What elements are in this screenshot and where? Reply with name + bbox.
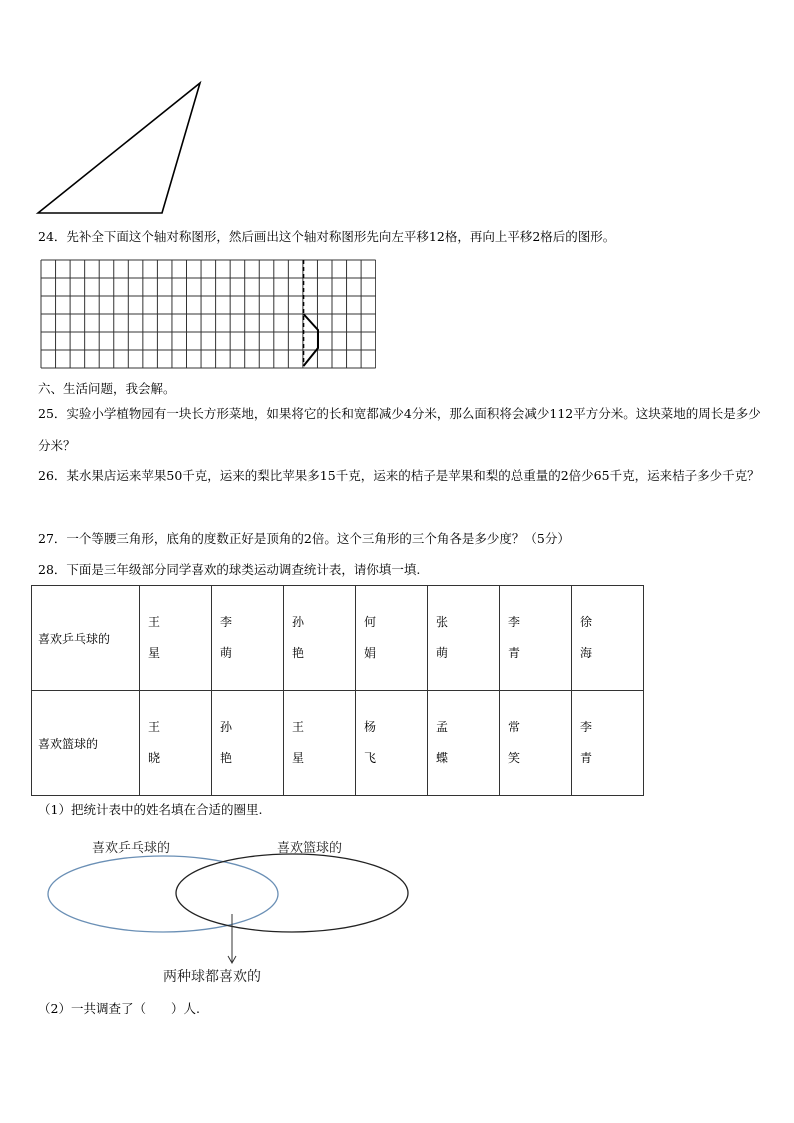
question-26: 26．某水果店运来苹果50千克，运来的梨比苹果多15千克，运来的桔子是苹果和梨的总重量的2倍少65千克，运来桔子多少千克？ [38, 468, 760, 483]
name-cell: 常 笑 [500, 691, 572, 796]
section-6-heading: 六、生活问题，我会解。 [38, 381, 176, 396]
question-27: 27．一个等腰三角形，底角的度数正好是顶角的2倍。这个三角形的三个角各是多少度？（5分） [38, 531, 570, 546]
venn-left-ellipse [48, 856, 278, 932]
name-cell: 张 萌 [428, 586, 500, 691]
half-shape [304, 314, 319, 366]
name-cell: 李 青 [500, 586, 572, 691]
name-cell: 孙 艳 [284, 586, 356, 691]
name-cell: 杨 飞 [356, 691, 428, 796]
question-24: 24．先补全下面这个轴对称图形，然后画出这个轴对称图形先向左平移12格，再向上平移2格后的图形。 [38, 229, 616, 244]
venn-right-label: 喜欢篮球的 [277, 841, 343, 856]
symmetry-grid [40, 259, 376, 369]
venn-right-ellipse [176, 854, 408, 932]
question-28: 28．下面是三年级部分同学喜欢的球类运动调查统计表，请你填一填. [38, 562, 421, 577]
name-cell: 李 青 [572, 691, 644, 796]
row-label: 喜欢篮球的 [32, 691, 140, 796]
name-cell: 何 娟 [356, 586, 428, 691]
name-cell: 徐 海 [572, 586, 644, 691]
name-cell: 王 星 [140, 586, 212, 691]
question-28-part-1: （1）把统计表中的姓名填在合适的圈里. [38, 802, 263, 817]
name-cell: 孙 艳 [212, 691, 284, 796]
question-25: 25．实验小学植物园有一块长方形菜地，如果将它的长和宽都减少4分米，那么面积将会减少112平方分米。这块菜地的周长是多少分米？ [38, 406, 761, 453]
name-cell: 王 晓 [140, 691, 212, 796]
table-row [32, 586, 644, 691]
venn-left-label: 喜欢乒乓球的 [92, 841, 171, 856]
question-28-part-2: （2）一共调查了（ ）人. [38, 1001, 200, 1016]
name-cell: 李 萌 [212, 586, 284, 691]
survey-table [31, 585, 644, 796]
name-cell: 孟 蝶 [428, 691, 500, 796]
table-row [32, 691, 644, 796]
triangle-figure [30, 75, 210, 220]
row-label: 喜欢乒乓球的 [32, 586, 140, 691]
venn-diagram [45, 850, 415, 970]
venn-bottom-label: 两种球都喜欢的 [163, 969, 261, 985]
name-cell: 王 星 [284, 691, 356, 796]
